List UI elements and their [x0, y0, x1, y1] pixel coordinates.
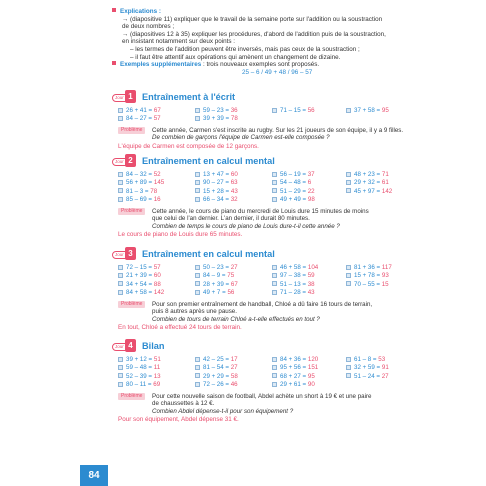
checkbox-icon	[346, 188, 351, 193]
exercise-item	[118, 196, 195, 204]
checkbox-icon	[346, 180, 351, 185]
exercise-expression: 21 + 39 =	[126, 272, 153, 280]
problem-line: Cette année, Carmen s'est inscrite au rugby. Sur les 21 joueurs de son équipe, il y a 9 filles.	[152, 126, 404, 134]
checkbox-icon	[272, 180, 277, 185]
exercise-item	[195, 196, 272, 204]
exercise-item	[195, 356, 272, 364]
exercise-expression: 81 – 54 =	[203, 364, 229, 372]
checkbox-icon	[272, 172, 277, 177]
exercise-result: 56	[307, 107, 315, 114]
checkbox-icon	[118, 172, 123, 177]
checkbox-icon	[195, 108, 200, 113]
checkbox-icon	[195, 116, 200, 121]
exercise-item	[118, 272, 195, 280]
exercise-item	[346, 373, 416, 381]
exercise-expression: 84 – 9 =	[203, 272, 226, 280]
exercise-item	[195, 171, 272, 179]
exercise-result: 32	[230, 196, 238, 204]
exercise-result: 52	[153, 171, 161, 178]
exercise-result: 63	[230, 179, 238, 187]
exercise-item	[195, 272, 272, 280]
exercise-result: 88	[153, 280, 161, 288]
day-badge-label: Jour	[115, 159, 124, 164]
section-day-3	[112, 248, 472, 332]
exercise-expression: 84 + 58 =	[126, 289, 153, 297]
exercise-result: 53	[378, 356, 386, 363]
exercise-result: 78	[150, 187, 158, 195]
exercise-item	[118, 289, 195, 297]
exercise-item	[272, 289, 346, 297]
intro-line: – les termes de l'addition peuvent être inversés, mais pas ceux de la soustraction ;	[130, 45, 360, 53]
exercise-expression: 59 – 48 =	[126, 364, 152, 372]
checkbox-icon	[195, 197, 200, 202]
exercise-expression: 66 – 34 =	[203, 196, 229, 204]
checkbox-icon	[195, 281, 200, 286]
checkbox-icon	[118, 273, 123, 278]
exercise-item	[118, 171, 195, 179]
day-badge	[112, 248, 136, 260]
exercise-item	[346, 264, 416, 272]
exercise-expression: 51 – 24 =	[354, 372, 380, 380]
exercise-expression: 70 – 55 =	[354, 280, 380, 288]
examples-values: 25 – 6 / 49 + 48 / 96 – 57	[242, 68, 313, 76]
exercise-result: 98	[307, 196, 315, 204]
exercise-result: 120	[307, 356, 319, 363]
exercise-result: 15	[381, 280, 389, 288]
exercise-item	[118, 107, 195, 115]
exercise-result: 27	[381, 372, 389, 380]
day-badge-label: Jour	[115, 252, 124, 257]
exercise-expression: 28 + 39 =	[203, 280, 230, 288]
exercise-item	[195, 281, 272, 289]
exercise-item	[195, 264, 272, 272]
exercise-item	[195, 373, 272, 381]
exercise-expression: 50 – 23 =	[203, 264, 229, 271]
exercise-result: 95	[307, 372, 315, 380]
exercise-expression: 29 + 29 =	[203, 372, 230, 380]
problem-question: Combien de tours de terrain Chloé a-t-elle effectués en tout ?	[152, 315, 320, 323]
section-day-4	[112, 340, 472, 424]
exercise-item	[118, 115, 195, 123]
exercise-expression: 49 + 7 =	[203, 289, 226, 297]
exercise-result: 69	[153, 381, 161, 389]
exercise-item	[346, 272, 416, 280]
exercise-result: 95	[381, 107, 389, 114]
checkbox-icon	[195, 365, 200, 370]
problem-line: Cette année, le cours de piano du mercredi de Louis dure 15 minutes de moins	[152, 207, 369, 215]
problem-block	[118, 208, 472, 231]
day-badge	[112, 340, 136, 352]
exercise-expression: 90 – 27 =	[203, 179, 229, 187]
exercise-expression: 15 + 78 =	[354, 272, 381, 280]
exercise-result: 51	[153, 356, 161, 363]
checkbox-icon	[195, 357, 200, 362]
exercise-item	[346, 356, 416, 364]
exercise-expression: 32 + 59 =	[354, 364, 381, 372]
exercise-item	[272, 171, 346, 179]
exercise-expression: 68 + 27 =	[280, 372, 307, 380]
exercise-item	[272, 179, 346, 187]
exercise-item	[272, 281, 346, 289]
exercise-result: 104	[307, 264, 319, 271]
exercise-expression: 48 + 23 =	[354, 171, 381, 178]
exercise-expression: 49 + 49 =	[280, 196, 307, 204]
intro-line: → (diapositive 11) expliquer que le travail de la semaine porte sur l'addition ou la soustraction	[122, 15, 383, 23]
exercise-result: 151	[307, 364, 319, 372]
exercise-item	[195, 107, 272, 115]
exercise-result: 145	[153, 179, 165, 187]
intro-line: → (diapositives 12 à 35) expliquer les procédures, d'abord de l'addition puis de la soustraction,	[122, 30, 386, 38]
exercise-result: 43	[230, 187, 238, 195]
problem-line: de chaussettes à 12 €.	[152, 400, 215, 408]
exercise-item	[195, 381, 272, 389]
exercise-item	[272, 188, 346, 196]
day-badge	[112, 155, 136, 167]
exercise-result: 38	[307, 280, 315, 288]
exercise-result: 91	[381, 364, 389, 372]
checkbox-icon	[272, 357, 277, 362]
checkbox-icon	[346, 172, 351, 177]
exercise-expression: 59 – 23 =	[203, 107, 229, 114]
exercise-item	[195, 115, 272, 123]
problem-tag: Problème	[118, 127, 145, 134]
intro-line: de deux nombres ;	[122, 23, 175, 31]
exercise-result: 59	[307, 272, 315, 280]
exercise-result: 61	[381, 179, 389, 187]
exercise-expression: 71 – 15 =	[280, 107, 306, 114]
section-title: Entraînement en calcul mental	[142, 156, 275, 166]
exercise-expression: 45 + 97 =	[354, 187, 381, 195]
exercise-item	[195, 364, 272, 372]
examples-heading	[112, 61, 472, 69]
exercise-item	[118, 373, 195, 381]
exercise-expression: 15 + 28 =	[203, 187, 230, 195]
exercise-result: 75	[227, 272, 235, 280]
explications-heading	[112, 8, 472, 16]
problem-text	[118, 208, 472, 231]
examples-label: Exemples supplémentaires	[120, 61, 202, 69]
exercise-expression: 39 + 39 =	[203, 115, 230, 123]
problem-answer: Pour son équipement, Abdel dépense 31 €.	[118, 416, 239, 424]
day-badge-label: Jour	[115, 344, 124, 349]
exercise-expression: 13 + 47 =	[203, 171, 230, 178]
problem-text	[118, 127, 472, 142]
exercise-expression: 71 – 28 =	[280, 289, 306, 297]
exercise-result: 57	[153, 264, 161, 271]
checkbox-icon	[346, 273, 351, 278]
checkbox-icon	[272, 188, 277, 193]
exercise-result: 57	[153, 115, 161, 123]
section-header	[112, 155, 472, 169]
exercise-result: 37	[307, 171, 315, 178]
checkbox-icon	[346, 373, 351, 378]
exercise-expression: 81 – 3 =	[126, 187, 149, 195]
exercise-result: 60	[153, 272, 161, 280]
exercise-item	[118, 381, 195, 389]
exercise-item	[118, 188, 195, 196]
exercise-expression: 54 – 48 =	[280, 179, 306, 187]
checkbox-icon	[346, 365, 351, 370]
exercise-expression: 84 – 27 =	[126, 115, 152, 123]
exercise-grid	[118, 264, 472, 298]
checkbox-icon	[118, 382, 123, 387]
section-title: Entraînement en calcul mental	[142, 249, 275, 259]
explications-label: Explications :	[120, 8, 161, 15]
exercise-item	[346, 188, 416, 196]
exercise-expression: 80 – 11 =	[126, 381, 152, 389]
exercise-result: 142	[381, 187, 393, 195]
checkbox-icon	[195, 290, 200, 295]
exercise-item	[272, 373, 346, 381]
checkbox-icon	[272, 265, 277, 270]
day-badge-label: Jour	[115, 95, 124, 100]
exercise-result: 43	[307, 289, 315, 297]
exercise-expression: 72 – 15 =	[126, 264, 152, 271]
exercise-expression: 61 – 8 =	[354, 356, 377, 363]
exercise-expression: 84 + 36 =	[280, 356, 307, 363]
checkbox-icon	[195, 172, 200, 177]
problem-tag: Problème	[118, 393, 145, 400]
problem-line: Pour cette nouvelle saison de football, Abdel achète un short à 19 € et une paire	[152, 392, 372, 400]
exercise-item	[195, 179, 272, 187]
exercise-expression: 85 – 69 =	[126, 196, 152, 204]
exercise-expression: 39 + 12 =	[126, 356, 153, 363]
intro-line: en insistant notamment sur deux points :	[122, 38, 236, 46]
section-header	[112, 340, 472, 354]
checkbox-icon	[272, 281, 277, 286]
exercise-result: 6	[307, 179, 312, 187]
exercise-expression: 29 + 61 =	[280, 381, 307, 389]
problem-answer: L'équipe de Carmen est composée de 12 garçons.	[118, 143, 259, 150]
exercise-item	[272, 364, 346, 372]
exercise-item	[118, 179, 195, 187]
exercise-result: 46	[230, 381, 238, 389]
exercise-expression: 72 – 26 =	[203, 381, 229, 389]
checkbox-icon	[118, 265, 123, 270]
checkbox-icon	[272, 108, 277, 113]
day-number: 2	[125, 154, 136, 167]
section-day-2	[112, 155, 472, 239]
checkbox-icon	[118, 281, 123, 286]
exercise-result: 27	[230, 364, 238, 372]
problem-text	[118, 301, 472, 324]
checkbox-icon	[272, 290, 277, 295]
exercise-result: 93	[381, 272, 389, 280]
problem-text	[118, 393, 472, 416]
day-number: 1	[125, 90, 136, 103]
exercise-item	[195, 289, 272, 297]
exercise-expression: 52 – 39 =	[126, 372, 152, 380]
exercise-expression: 84 – 32 =	[126, 171, 152, 178]
exercise-item	[272, 107, 346, 115]
checkbox-icon	[346, 108, 351, 113]
exercise-result: 60	[230, 171, 238, 178]
checkbox-icon	[195, 180, 200, 185]
exercise-expression: 37 + 58 =	[354, 107, 381, 114]
section-header	[112, 248, 472, 262]
checkbox-icon	[118, 290, 123, 295]
checkbox-icon	[118, 357, 123, 362]
problem-question: De combien de garçons l'équipe de Carmen est-elle composée ?	[152, 134, 330, 142]
problem-block	[118, 301, 472, 324]
exercise-item	[118, 356, 195, 364]
checkbox-icon	[272, 365, 277, 370]
exercise-expression: 56 – 19 =	[280, 171, 306, 178]
section-header	[112, 91, 472, 105]
day-number: 3	[125, 247, 136, 260]
exercise-item	[118, 281, 195, 289]
examples-text: : trois nouveaux exemples sont proposés.	[201, 61, 320, 69]
checkbox-icon	[195, 273, 200, 278]
exercise-expression: 46 + 58 =	[280, 264, 307, 271]
checkbox-icon	[195, 188, 200, 193]
checkbox-icon	[195, 373, 200, 378]
exercise-result: 17	[230, 356, 238, 363]
exercise-item	[272, 272, 346, 280]
day-badge	[112, 91, 136, 103]
exercise-result: 67	[230, 280, 238, 288]
exercise-item	[118, 364, 195, 372]
checkbox-icon	[118, 116, 123, 121]
exercise-expression: 29 + 32 =	[354, 179, 381, 187]
checkbox-icon	[118, 188, 123, 193]
checkbox-icon	[272, 382, 277, 387]
exercise-result: 71	[381, 171, 389, 178]
problem-block	[118, 127, 472, 142]
exercise-expression: 95 + 56 =	[280, 364, 307, 372]
checkbox-icon	[272, 197, 277, 202]
bullet-square-icon	[112, 61, 116, 65]
checkbox-icon	[346, 281, 351, 286]
exercise-result: 22	[307, 187, 315, 195]
exercise-result: 117	[381, 264, 392, 271]
exercise-result: 78	[230, 115, 238, 123]
exercise-expression: 42 – 25 =	[203, 356, 229, 363]
checkbox-icon	[346, 265, 351, 270]
checkbox-icon	[272, 273, 277, 278]
problem-answer: En tout, Chloé a effectué 24 tours de terrain.	[118, 324, 242, 332]
exercise-item	[346, 281, 416, 289]
checkbox-icon	[118, 365, 123, 370]
checkbox-icon	[195, 265, 200, 270]
checkbox-icon	[272, 373, 277, 378]
exercise-item	[346, 364, 416, 372]
problem-answer: Le cours de piano de Louis dure 65 minutes.	[118, 231, 243, 239]
problem-line: Pour son premier entraînement de handball, Chloé a dû faire 16 tours de terrain,	[152, 300, 373, 308]
problem-line: que celui de l'an dernier. L'an dernier, il durait 80 minutes.	[152, 215, 310, 223]
exercise-result: 90	[307, 381, 315, 389]
section-title: Entraînement à l'écrit	[142, 92, 236, 102]
problem-block	[118, 393, 472, 416]
exercise-expression: 26 + 41 =	[126, 107, 153, 114]
section-title: Bilan	[142, 341, 165, 351]
exercise-result: 16	[153, 196, 161, 204]
problem-question: Combien Abdel dépense-t-il pour son équipement ?	[152, 407, 294, 415]
exercise-result: 11	[153, 364, 161, 372]
exercise-result: 58	[230, 372, 238, 380]
exercise-result: 56	[227, 289, 235, 297]
problem-tag: Problème	[118, 208, 145, 215]
checkbox-icon	[118, 180, 123, 185]
checkbox-icon	[195, 382, 200, 387]
section-day-1	[112, 91, 472, 151]
exercise-item	[118, 264, 195, 272]
exercise-grid	[118, 107, 472, 124]
problem-tag: Problème	[118, 301, 145, 308]
checkbox-icon	[118, 373, 123, 378]
exercise-item	[272, 381, 346, 389]
exercise-expression: 97 – 38 =	[280, 272, 306, 280]
exercise-item	[272, 356, 346, 364]
exercise-result: 142	[153, 289, 165, 297]
exercise-item	[346, 179, 416, 187]
exercise-item	[272, 264, 346, 272]
day-number: 4	[125, 339, 136, 352]
exercise-item	[346, 171, 416, 179]
exercise-result: 13	[153, 372, 161, 380]
checkbox-icon	[118, 108, 123, 113]
bullet-square-icon	[112, 8, 116, 12]
exercise-result: 36	[230, 107, 238, 114]
exercise-result: 27	[230, 264, 238, 271]
intro-line: – il faut être attentif aux opérations qui amènent un changement de dizaine.	[130, 53, 341, 61]
exercise-expression: 51 – 13 =	[280, 280, 306, 288]
exercise-result: 67	[153, 107, 161, 114]
exercise-expression: 51 – 29 =	[280, 187, 306, 195]
exercise-item	[272, 196, 346, 204]
problem-line: puis 8 autres après une pause.	[152, 308, 237, 316]
page-number: 84	[80, 465, 108, 486]
checkbox-icon	[118, 197, 123, 202]
problem-question: Combien de temps le cours de piano de Louis dure-t-il cette année ?	[152, 222, 340, 230]
checkbox-icon	[346, 357, 351, 362]
exercise-expression: 56 + 89 =	[126, 179, 153, 187]
exercise-expression: 34 + 54 =	[126, 280, 153, 288]
exercise-grid	[118, 356, 472, 390]
exercise-item	[195, 188, 272, 196]
intro-block	[112, 8, 472, 76]
exercise-item	[346, 107, 416, 115]
exercise-expression: 81 + 36 =	[354, 264, 381, 271]
exercise-grid	[118, 171, 472, 205]
